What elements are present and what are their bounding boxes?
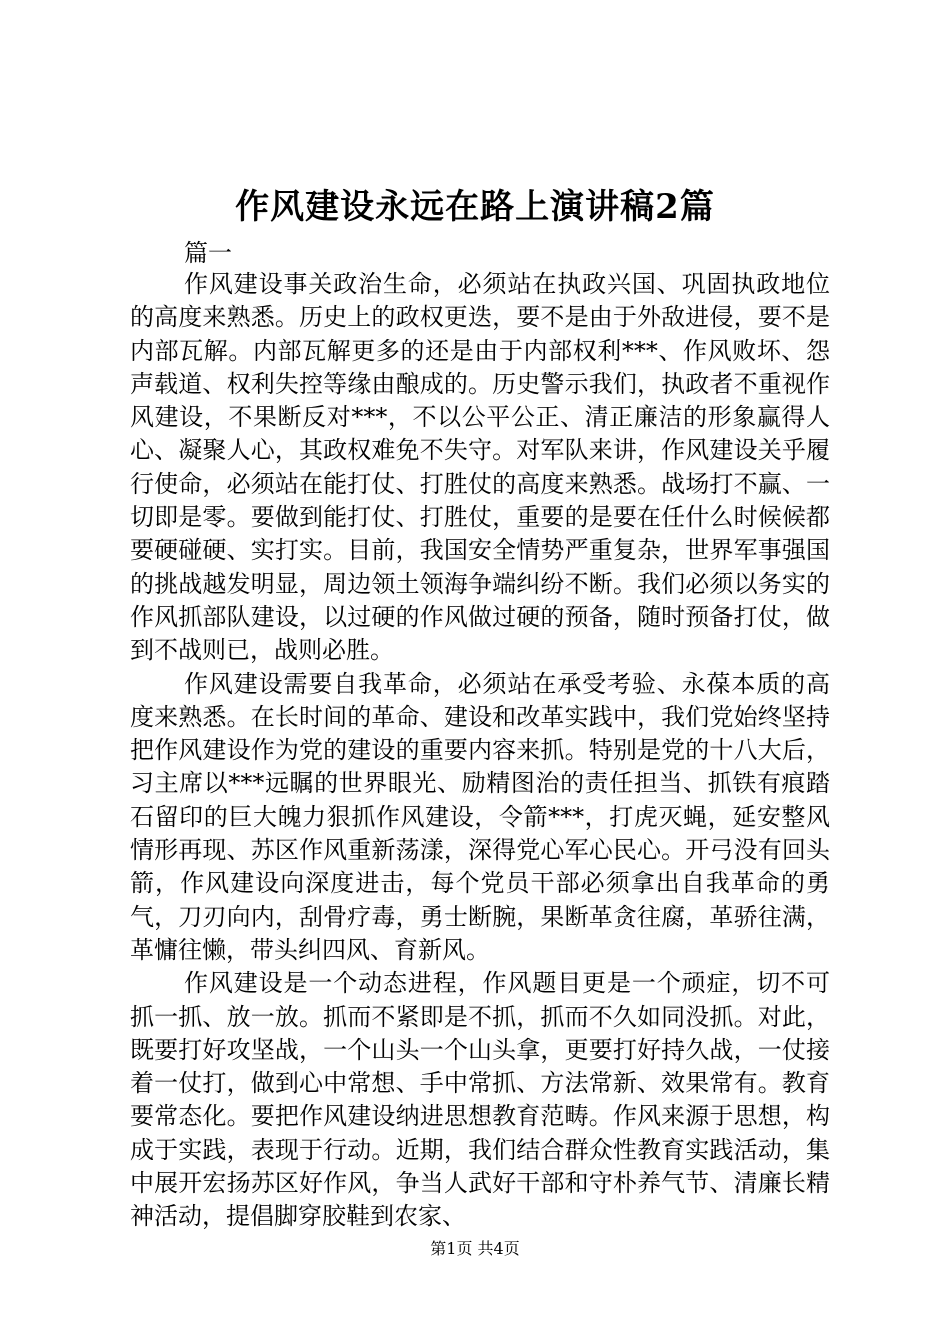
section-heading: 篇一 [184, 239, 232, 267]
document-title: 作风建设永远在路上演讲稿2篇 [235, 187, 715, 227]
page-footer: 第1页 共4页 [430, 1239, 520, 1258]
paragraph-1: 作风建设事关政治生命，必须站在执政兴国、巩固执政地位的高度来熟悉。历史上的政权更迭，要不是由于外敌进侵，要不是内部瓦解。内部瓦解更多的还是由于内部权利***、作风败坏、怨声载道、权利失控等缘由酿成的。历史警示我们，执政者不重视作风建设，不果断反对***，不以公平公正、清正廉洁的形象赢得人心、凝聚人心，其政权难免不失守。对军队来讲，作风建设关乎履行使命，必须站在能打仗、打胜仗的高度来熟悉。战场打不赢、一切即是零。要做到能打仗、打胜仗，重要的是要在任什么时候候都要硬碰硬、实打实。目前，我国安全情势严重复杂，世界军事强国的挑战越发明显，周边领土领海争端纠纷不断。我们必须以务实的作风抓部队建设，以过硬的作风做过硬的预备，随时预备打仗，做到不战则已，战则必胜。 [130, 270, 830, 665]
document-body [130, 268, 830, 1234]
paragraph-2: 作风建设需要自我革命，必须站在承受考验、永葆本质的高度来熟悉。在长时间的革命、建设和改革实践中，我们党始终坚持把作风建设作为党的建设的重要内容来抓。特别是党的十八大后，习主席以***远瞩的世界眼光、励精图治的责任担当、抓铁有痕踏石留印的巨大魄力狠抓作风建设，令箭***，打虎灭蝇，延安整风情形再现、苏区作风重新荡漾，深得党心军心民心。开弓没有回头箭，作风建设向深度进击，每个党员干部必须拿出自我革命的勇气，刀刃向内，刮骨疗毒，勇士断腕，果断革贪往腐，革骄往满，革慵往懒，带头纠四风、育新风。 [130, 669, 830, 964]
paragraph-3: 作风建设是一个动态进程，作风题目更是一个顽症，切不可抓一抓、放一放。抓而不紧即是不抓，抓而不久如同没抓。对此，既要打好攻坚战，一个山头一个山头拿，更要打好持久战，一仗接着一仗打，做到心中常想、手中常抓、方法常新、效果常有。教育要常态化。要把作风建设纳进思想教育范畴。作风来源于思想，构成于实践，表现于行动。近期，我们结合群众性教育实践活动，集中展开宏扬苏区好作风，争当人武好干部和守朴养气节、清廉长精神活动，提倡脚穿胶鞋到农家、 [130, 969, 830, 1231]
